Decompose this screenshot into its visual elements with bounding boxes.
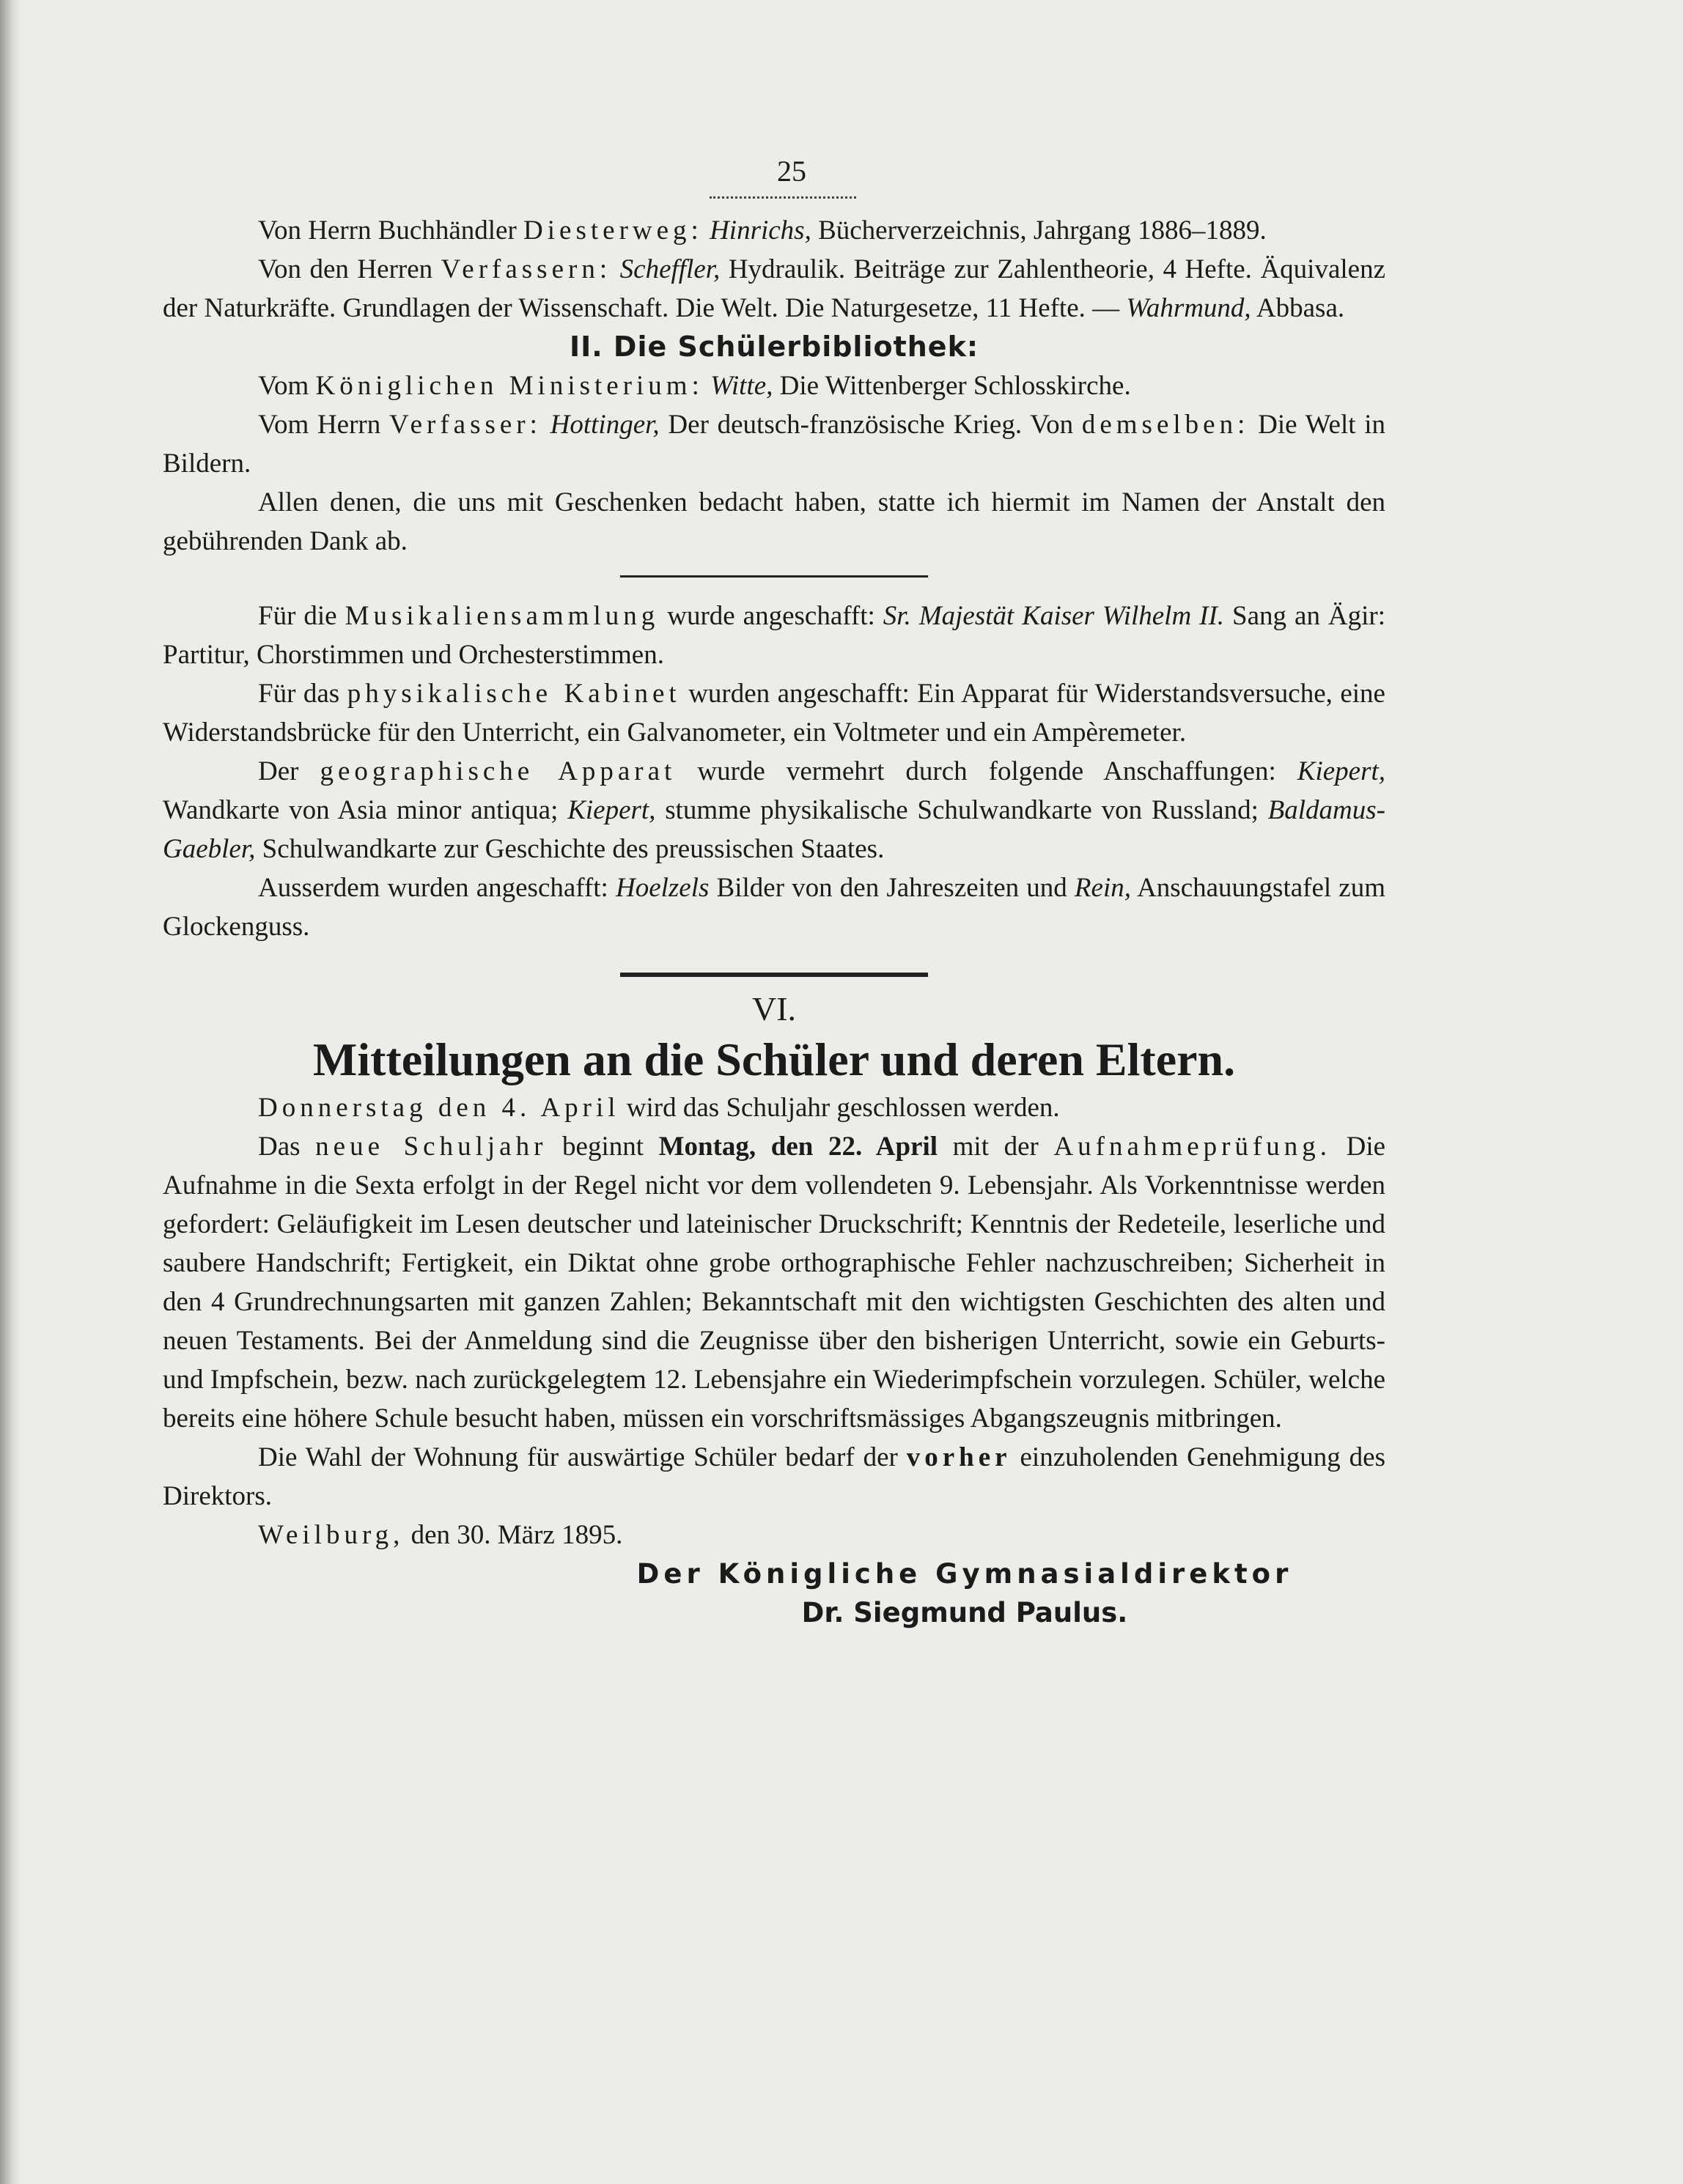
acq-2-intro: Für das [258,679,340,709]
gift-paragraph-4 [163,405,1385,483]
gift-4-author: Hottinger, [550,410,660,440]
acq-3-mid: wurde vermehrt durch folgende Anschaffungen: [697,756,1276,786]
gift-3-intro: Vom [258,371,309,401]
thanks-paragraph: Allen denen, die uns mit Geschenken bedacht haben, statte ich hiermit im Namen der Anstalt den gebührenden Dank ab. [163,487,1385,556]
gift-3-text: Die Wittenberger Schlosskirche. [779,371,1131,401]
gift-4-donor: Verfasser: [388,410,542,440]
notice-2-mid: beginnt [562,1132,644,1162]
notice-2-exam: Aufnahmeprüfung. [1053,1132,1332,1162]
acquisition-paragraph-3 [163,752,1385,868]
page-spine-shadow [0,0,21,2184]
acq-4-text-1: Bilder von den Jahreszeiten und [716,873,1067,903]
gift-1-author: Hinrichs, [710,215,811,246]
section-number: VI. [751,990,797,1028]
signature-name: Dr. Siegmund Paulus. [801,1597,1128,1628]
gift-1-text: Bücherverzeichnis, Jahrgang 1886–1889. [818,215,1267,246]
notice-2-text: Die Aufnahme in die Sexta erfolgt in der Regel nicht vor dem vollendeten 9. Lebensjahr. Als Vorkenntnisse werden gefordert: Geläufigkeit im Lesen deutscher und lateinischer Druckschrift; Kenntnis der Redeteile, leserliche und saubere Handschrift; Fertigkeit, ein Diktat ohne grobe orthographische Fehler nachzuschreiben; Sicherheit in den 4 Grundrechnungsarten mit ganzen Zahlen; Bekanntschaft mit den wichtigsten Geschichten des alten und neuen Testaments. Bei der Anmeldung sind die Zeugnisse über den bisherigen Unterricht, sowie ein Geburts- und Impfschein, bezw. nach zurückgelegtem 12. Lebensjahre ein Wiederimpfschein vorzulegen. Schüler, welche bereits eine höhere Schule besucht haben, müssen ein vorschriftsmässiges Abgangszeugnis mitbringen. [163,1132,1386,1434]
acq-4-text-2: Anschauungstafel zum Glockenguss. [163,873,1386,942]
gift-2-text-2: Abbasa. [1256,293,1345,323]
acq-1-text: Sang an Ägir: Partitur, Chorstimmen und Orchesterstimmen. [163,601,1386,670]
notice-3-text: einzuholenden Genehmigung des Direktors. [163,1442,1385,1511]
gift-4-donor-2: demselben: [1081,410,1250,440]
acq-2-collection: physikalische Kabinet [347,679,681,709]
gift-4-intro: Vom Herrn [258,410,381,440]
notice-2-mid-2: mit der [952,1132,1039,1162]
notice-1-text: wird das Schuljahr geschlossen werden. [626,1093,1060,1123]
section-title: Mitteilungen an die Schüler und deren Eltern. [312,1033,1236,1085]
acquisition-paragraph-4 [163,868,1385,946]
gift-4-text: Der deutsch-französische Krieg. Von [668,410,1074,440]
gift-2-donor: Verfassern: [441,254,612,284]
acq-3-author-1: Kiepert, [1297,756,1386,786]
gift-2-text-1: Hydraulik. Beiträge zur Zahlentheorie, 4 Hefte. Äquivalenz der Naturkräfte. Grundlagen der Wissenschaft. Die Welt. Die Naturgesetze, 11 Hefte. — [163,254,1385,323]
acq-3-text-2: stumme physikalische Schulwandkarte von Russland; [665,795,1259,825]
place-date-line [163,1516,1385,1554]
signature-title: Der Königliche Gymnasialdirektor [636,1558,1293,1590]
gift-1-donor: Diesterweg: [523,215,703,246]
notice-paragraph-1 [163,1088,1385,1127]
acq-1-author: Sr. Majestät Kaiser Wilhelm II. [883,601,1225,631]
notice-2-schoolyear: neue Schuljahr [315,1132,548,1162]
acquisition-paragraph-1 [163,597,1385,674]
page-text [163,147,1385,1632]
acq-3-collection: geographische Apparat [320,756,677,786]
acq-3-intro: Der [258,756,299,786]
place-name: Weilburg, [258,1520,405,1550]
acq-1-intro: Für die [258,601,337,631]
notice-2-start-date: Montag, den 22. April [658,1132,938,1162]
gift-3-donor: Königlichen Ministerium: [315,371,704,401]
gift-2-author-2: Wahrmund, [1126,293,1251,323]
notice-2-intro: Das [258,1132,301,1162]
gift-paragraph-2 [163,250,1385,328]
notice-1-date: Donnerstag den 4. April [258,1093,620,1123]
acq-2-text: wurden angeschafft: Ein Apparat für Widerstandsversuche, eine Widerstandsbrücke für den Unterricht, ein Galvanometer, ein Voltmeter und ein Ampèremeter. [163,679,1385,748]
acquisition-paragraph-2 [163,674,1385,752]
acq-3-text-1: Wandkarte von Asia minor antiqua; [163,795,559,825]
gift-paragraph-1 [163,211,1385,250]
gift-4-text-2: Die Welt in Bildern. [163,410,1386,479]
gift-2-intro: Von den Herren [258,254,433,284]
notice-3-intro: Die Wahl der Wohnung für auswärtige Schüler bedarf der [258,1442,898,1472]
gift-2-author-1: Scheffler, [619,254,721,284]
acq-1-mid: wurde angeschafft: [667,601,875,631]
letter-date: den 30. März 1895. [410,1520,623,1550]
page-number: 25 [777,155,806,188]
gift-1-intro: Von Herrn Buchhändler [258,215,517,246]
notice-paragraph-2 [163,1127,1385,1438]
notice-3-emphasis: vorher [906,1442,1012,1472]
acq-3-author-3: Baldamus-Gaebler, [163,795,1385,864]
gift-paragraph-3 [163,366,1385,405]
acq-4-author-2: Rein, [1074,873,1131,903]
acq-1-collection: Musikaliensammlung [345,601,660,631]
acq-3-text-3: Schulwandkarte zur Geschichte des preussischen Staates. [262,834,885,864]
acq-4-author-1: Hoelzels [615,873,710,903]
gift-3-author: Witte, [710,371,773,401]
section-heading-schuelerbibliothek: II. Die Schülerbibliothek: [569,331,979,363]
acq-4-intro: Ausserdem wurden angeschafft: [258,873,608,903]
notice-paragraph-3 [163,1438,1385,1516]
acq-3-author-2: Kiepert, [567,795,656,825]
